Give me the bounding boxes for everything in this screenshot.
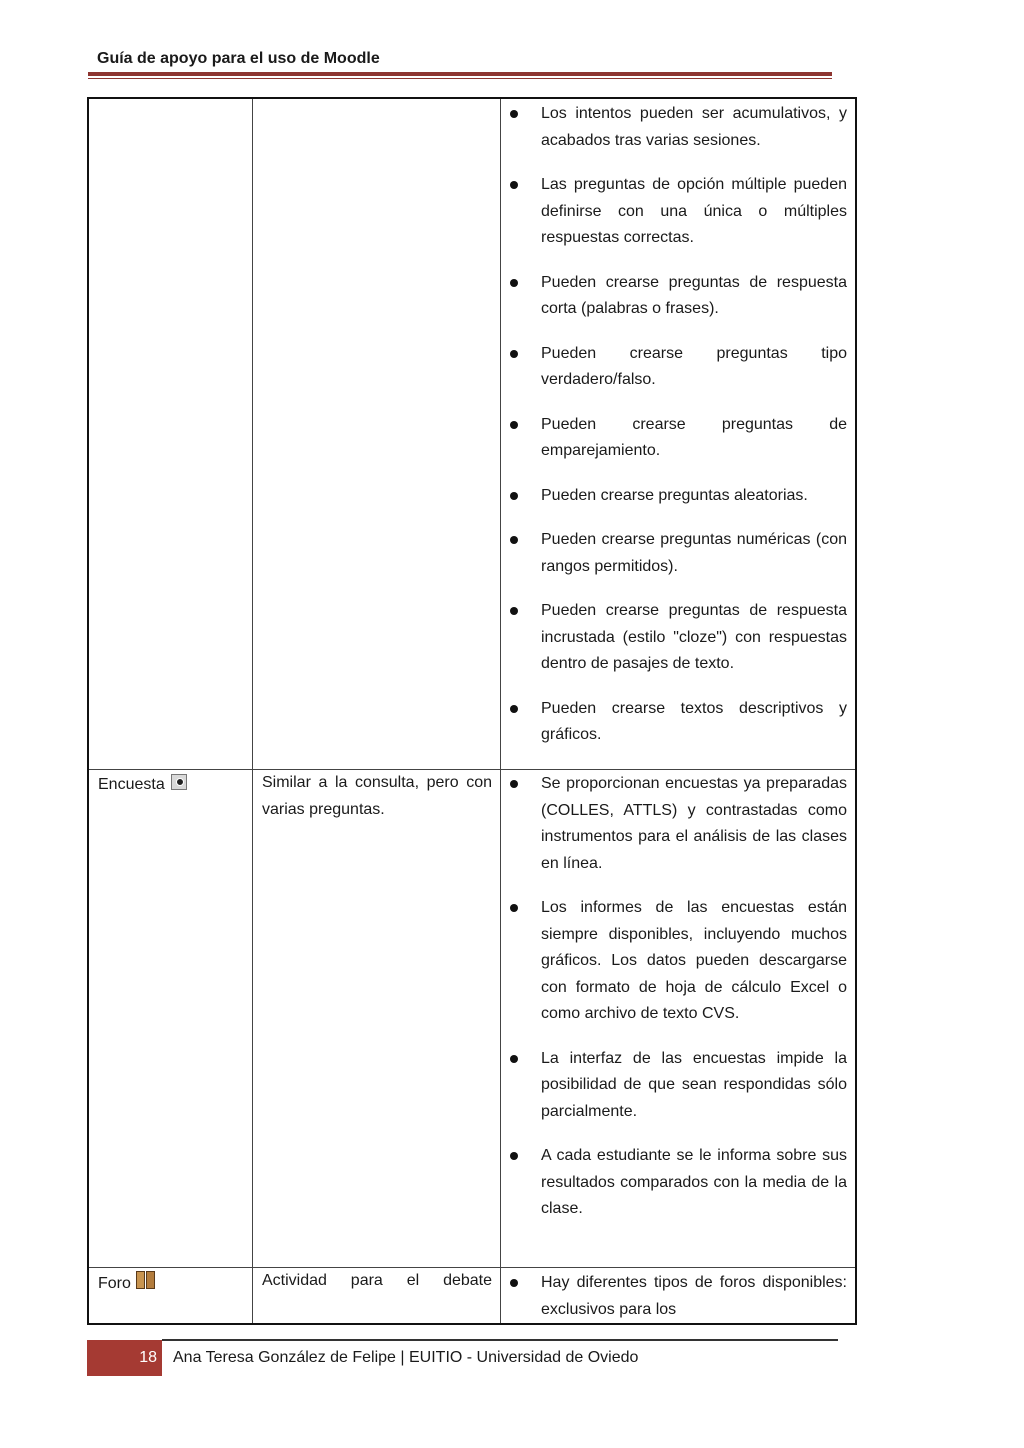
bullet-dot <box>510 1152 518 1160</box>
bullet-dot <box>510 350 518 358</box>
list-item: Pueden crearse preguntas aleatorias. <box>501 483 847 510</box>
bullet-dot <box>510 492 518 500</box>
activity-name-encuesta: Encuesta <box>98 772 248 799</box>
list-item: Pueden crearse preguntas numéricas (con rangos permitidos). <box>501 527 847 580</box>
list-item: A cada estudiante se le informa sobre sus resultados comparados con la media de la clase. <box>501 1143 847 1223</box>
page-number: 18 <box>139 1349 157 1366</box>
activity-description-encuesta: Similar a la consulta, pero con varias preguntas. <box>262 774 492 818</box>
footer-author: Ana Teresa González de Felipe | EUITIO - Universidad de Oviedo <box>173 1349 639 1366</box>
list-item: Pueden crearse preguntas de respuesta incrustada (estilo "cloze") con respuestas dentro de pasajes de texto. <box>501 598 847 678</box>
list-item: La interfaz de las encuestas impide la posibilidad de que sean respondidas sólo parcialmente. <box>501 1046 847 1126</box>
row2-features-list <box>501 771 847 1241</box>
row1-features-list <box>501 101 847 767</box>
footer-rule <box>162 1339 838 1341</box>
row3-features-list <box>501 1270 847 1323</box>
list-item: Los intentos pueden ser acumulativos, y acabados tras varias sesiones. <box>501 101 847 154</box>
bullet-dot <box>510 780 518 788</box>
list-item: Pueden crearse preguntas de respuesta corta (palabras o frases). <box>501 270 847 323</box>
page-header-title: Guía de apoyo para el uso de Moodle <box>97 50 380 67</box>
list-item: Pueden crearse preguntas de emparejamiento. <box>501 412 847 465</box>
activities-table <box>87 97 857 1325</box>
list-item: Pueden crearse preguntas tipo verdadero/falso. <box>501 341 847 394</box>
list-item: Se proporcionan encuestas ya preparadas (COLLES, ATTLS) y contrastadas como instrumentos para el análisis de las clases en línea. <box>501 771 847 877</box>
survey-icon <box>171 774 187 790</box>
list-item: Hay diferentes tipos de foros disponibles: exclusivos para los <box>501 1270 847 1323</box>
bullet-dot <box>510 421 518 429</box>
activity-name-foro: Foro <box>98 1270 248 1298</box>
list-item: Los informes de las encuestas están siempre disponibles, incluyendo muchos gráficos. Los datos pueden descargarse con formato de hoja de cálculo Excel o como archivo de texto CVS. <box>501 895 847 1028</box>
bullet-dot <box>510 1055 518 1063</box>
bullet-dot <box>510 705 518 713</box>
bullet-dot <box>510 607 518 615</box>
column-divider-1 <box>252 99 253 1323</box>
bullet-dot <box>510 279 518 287</box>
activity-description-foro: Actividad para el debate <box>262 1272 492 1289</box>
header-rule <box>88 72 832 76</box>
list-item: Pueden crearse textos descriptivos y gráficos. <box>501 696 847 749</box>
header-rule-thin <box>88 78 832 79</box>
bullet-dot <box>510 1279 518 1287</box>
bullet-dot <box>510 110 518 118</box>
bullet-dot <box>510 904 518 912</box>
forum-icon <box>136 1270 156 1290</box>
bullet-dot <box>510 536 518 544</box>
bullet-dot <box>510 181 518 189</box>
list-item: Las preguntas de opción múltiple pueden definirse con una única o múltiples respuestas correctas. <box>501 172 847 252</box>
